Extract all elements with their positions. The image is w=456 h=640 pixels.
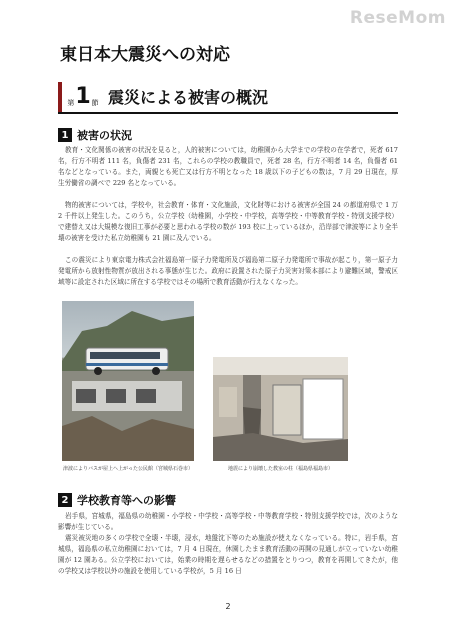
subsection-heading-2 (58, 492, 176, 508)
subsection-title: 学校教育等への影響 (77, 494, 176, 507)
photo-bus-on-rooftop (62, 301, 194, 461)
section-title: 震災による被害の概況 (108, 88, 269, 107)
subsection-title: 被害の状況 (77, 129, 132, 142)
body-paragraph: 岩手県，宮城県，福島県の幼稚園・小学校・中学校・高等学校・中等教育学校・特別支援学校では，次のような影響が生じている。 (58, 512, 398, 531)
body-paragraph: 震災被災地の多くの学校で全壊・半壊，浸水，地盤沈下等のため施設が使えなくなっている。特に，岩手県，宮城県，福島県の私立幼稚園においては，7 月 4 日現在，休園したまま教育活動の再開の見通しが立っていない幼稚園が 12 園ある。公立学校においては，始業の時期を遅らせるなどの措置をとりつつ，教育を再開してきたが，他の学校又は学校以外の施設を使用している学校が，5 月 16 日 (58, 534, 398, 575)
body-paragraph: 教育・文化関係の被害の状況を見ると，人的被害については，幼稚園から大学までの学校の在学者で，死者 617 名，行方不明者 111 名，負傷者 231 名，これらの学校の教職員で，死者 28 名，行方不明者 14 名，負傷者 61 名などとなっている。また，両親とも死亡又は行方不明となった 18 歳以下の子どもの数は，7 月 29 日現在，厚生労働省の調べで 229 名となっている。 (58, 146, 398, 187)
section-suffix: 節 (91, 99, 99, 107)
subsection-number: 2 (58, 493, 72, 507)
body-paragraph: 物的被害については，学校や，社会教育・体育・文化施設，文化財等における被害が全国 24 の都道府県で 1 万 2 千件以上発生した。このうち，公立学校（幼稚園，小学校・中学校，高等学校・中等教育学校・特別支援学校）で建替え又は大規模な復旧工事が必要と思われる学校の数が 193 校に上っているほか，沿岸部で津波等により全半壊の被害を受けた私立幼稚園も 21 園に及んでいる。 (58, 201, 398, 242)
resemom-watermark: ReseMom (349, 8, 446, 28)
body-paragraph: この震災により東京電力株式会社福島第一原子力発電所及び福島第二原子力発電所で事故が起こり，第一原子力発電所から放射性物質が放出される事態が生じた。政府に設置された原子力災害対策本部により避難区域，警戒区域等に設定された区域に所在する学校ではその場所で教育活動が行えなくなった。 (58, 256, 398, 286)
page-title: 東日本大震災への対応 (60, 45, 230, 65)
section-heading (58, 82, 398, 114)
photo-caption: 地震により崩壊した教室の柱（福島県福島市） (227, 466, 333, 472)
photo-caption: 津波によりバスが屋上へ上がった公民館（宮城県石巻市） (62, 466, 193, 472)
photo-pillar-illustration (213, 357, 348, 461)
subsection-number: 1 (58, 128, 72, 142)
page-number: 2 (225, 602, 231, 611)
section-number-badge (58, 82, 104, 112)
photo-bus-illustration (62, 301, 194, 461)
photo-collapsed-pillar (213, 357, 348, 461)
section-prefix: 第 (67, 99, 75, 107)
section-number: 1 (75, 84, 91, 109)
subsection-heading-1 (58, 127, 132, 143)
